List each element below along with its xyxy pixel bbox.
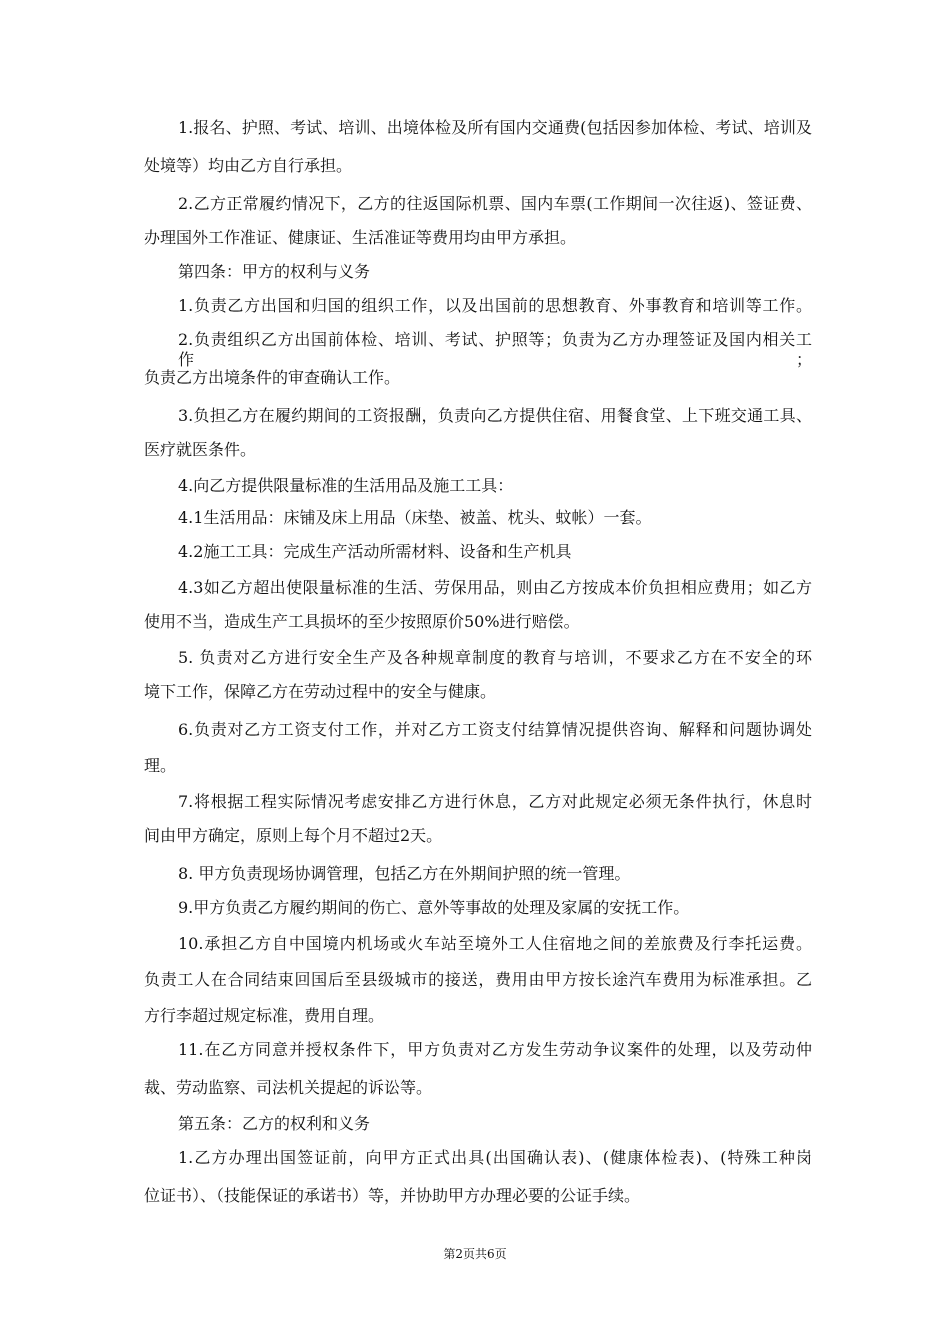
text-line: 境下工作，保障乙方在劳动过程中的安全与健康。 xyxy=(144,682,497,701)
text-line: 2.乙方正常履约情况下，乙方的往返国际机票、国内车票(工作期间一次往返)、签证费、 xyxy=(178,194,812,213)
text-line: 负责乙方出境条件的审查确认工作。 xyxy=(144,368,401,387)
text-line: 5. 负责对乙方进行安全生产及各种规章制度的教育与培训，不要求乙方在不安全的环 xyxy=(178,648,812,667)
text-line: 裁、劳动监察、司法机关提起的诉讼等。 xyxy=(144,1078,433,1097)
text-line: 处境等）均由乙方自行承担。 xyxy=(144,156,353,175)
text-line: 负责工人在合同结束回国后至县级城市的接送，费用由甲方按长途汽车费用为标准承担。乙 xyxy=(144,970,812,989)
text-line: 11.在乙方同意并授权条件下，甲方负责对乙方发生劳动争议案件的处理，以及劳动仲 xyxy=(178,1040,812,1059)
text-line: 位证书）、（技能保证的承诺书）等，并协助甲方办理必要的公证手续。 xyxy=(144,1186,641,1205)
text-line: 6.负责对乙方工资支付工作，并对乙方工资支付结算情况提供咨询、解释和问题协调处 xyxy=(178,720,812,739)
text-line: 8. 甲方负责现场协调管理，包括乙方在外期间护照的统一管理。 xyxy=(178,864,631,883)
text-line: 医疗就医条件。 xyxy=(144,440,257,459)
text-line: 4.1生活用品：床铺及床上用品（床垫、被盖、枕头、蚊帐）一套。 xyxy=(178,508,652,527)
text-line: 1.负责乙方出国和归国的组织工作，以及出国前的思想教育、外事教育和培训等工作。 xyxy=(178,296,812,315)
text-line: 3.负担乙方在履约期间的工资报酬，负责向乙方提供住宿、用餐食堂、上下班交通工具、 xyxy=(178,406,812,425)
text-line: 使用不当，造成生产工具损坏的至少按照原价50%进行赔偿。 xyxy=(144,612,580,631)
text-line: 10.承担乙方自中国境内机场或火车站至境外工人住宿地之间的差旅费及行李托运费。 xyxy=(178,934,812,953)
text-line: 4.2施工工具：完成生产活动所需材料、设备和生产机具 xyxy=(178,542,572,561)
text-line: 7.将根据工程实际情况考虑安排乙方进行休息，乙方对此规定必须无条件执行，休息时 xyxy=(178,792,812,811)
text-line: 1.乙方办理出国签证前，向甲方正式出具(出国确认表)、(健康体检表)、(特殊工种岗 xyxy=(178,1148,812,1167)
text-line: 方行李超过规定标准，费用自理。 xyxy=(144,1006,385,1025)
page-footer: 第2页共6页 xyxy=(443,1247,507,1261)
text-line: 理。 xyxy=(144,756,177,775)
text-line: 4.3如乙方超出使限量标准的生活、劳保用品，则由乙方按成本价负担相应费用；如乙方 xyxy=(178,578,812,597)
text-line: 1.报名、护照、考试、培训、出境体检及所有国内交通费(包括因参加体检、考试、培训及 xyxy=(178,118,812,137)
text-line: 2.负责组织乙方出国前体检、培训、考试、护照等；负责为乙方办理签证及国内相关工作； xyxy=(178,330,812,369)
text-line: 办理国外工作准证、健康证、生活准证等费用均由甲方承担。 xyxy=(144,228,577,247)
text-line: 4.向乙方提供限量标准的生活用品及施工工具： xyxy=(178,476,514,495)
text-line: 第四条：甲方的权利与义务 xyxy=(178,262,371,281)
text-line: 9.甲方负责乙方履约期间的伤亡、意外等事故的处理及家属的安抚工作。 xyxy=(178,898,690,917)
text-line: 间由甲方确定，原则上每个月不超过2天。 xyxy=(144,826,443,845)
text-line: 第五条：乙方的权利和义务 xyxy=(178,1114,371,1133)
